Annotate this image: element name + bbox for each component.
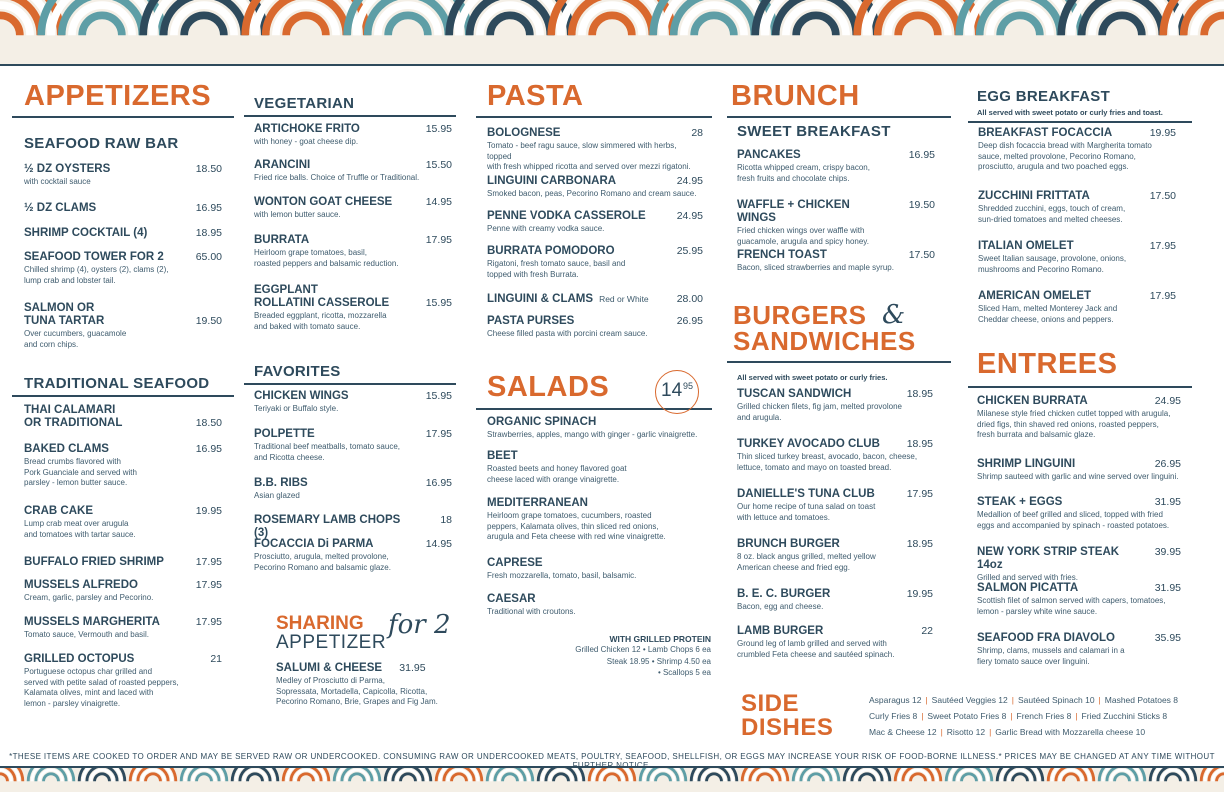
favorites-title: FAVORITES	[254, 363, 341, 380]
burgers-note: All served with sweet potato or curly fries.	[737, 373, 888, 382]
salad-price-badge	[655, 370, 699, 414]
side-dish: Sautéed Veggies 12	[931, 695, 1008, 705]
menu-item-name: PASTA PURSES	[487, 315, 575, 327]
menu-item-price: 19.50	[908, 199, 935, 211]
menu-item	[254, 428, 452, 463]
sandwiches-label: SANDWICHES	[733, 326, 916, 356]
menu-item-price: 28.00	[676, 293, 703, 305]
menu-item	[24, 302, 222, 350]
menu-item	[254, 234, 452, 269]
side-dish: Curly Fries 8	[869, 711, 918, 721]
menu-item	[487, 416, 707, 441]
menu-item-description: Medallion of beef grilled and sliced, topped with fried eggs and accompanied by spinach - roasted potatoes.	[977, 510, 1170, 530]
menu-item	[978, 290, 1176, 325]
appetizers-title: APPETIZERS	[24, 80, 212, 112]
menu-item-price: 19.95	[906, 588, 933, 600]
menu-item-price: 26.95	[1154, 458, 1181, 470]
menu-item-description: Ricotta whipped cream, crispy bacon, fresh fruits and chocolate chips.	[737, 163, 870, 183]
menu-item	[487, 127, 703, 173]
salumi-name: SALUMI & CHEESE	[276, 662, 383, 674]
menu-item-description: Breaded eggplant, ricotta, mozzarella and baked with tomato sauce.	[254, 311, 387, 331]
menu-item-name: SHRIMP LINGUINI	[977, 458, 1076, 470]
menu-item-price: 15.95	[425, 123, 452, 135]
menu-item-name: LINGUINI & CLAMS Red or White	[487, 293, 649, 305]
salads-title: SALADS	[487, 371, 610, 403]
menu-item-name: BEET	[487, 450, 518, 462]
menu-item-subtitle: Red or White	[599, 294, 649, 304]
menu-item-name: ROSEMARY LAMB CHOPS (3)	[254, 514, 401, 539]
menu-item	[24, 653, 222, 709]
menu-item-description: Deep dish focaccia bread with Margherita tomato sauce, melted provolone, Pecorino Romano, prosciutto, arugula and two poached eggs.	[978, 141, 1152, 171]
menu-item-description: Heirloom grape tomatoes, cucumbers, roasted peppers, Kalamata olives, thin sliced red onions, arugula and Feta cheese with red wine vinaigrette.	[487, 511, 666, 541]
menu-item-name: MEDITERRANEAN	[487, 497, 588, 509]
menu-item	[977, 458, 1181, 483]
menu-item	[487, 593, 707, 618]
menu-item	[254, 390, 452, 415]
menu-item-description: Heirloom grape tomatoes, basil, roasted peppers and balsamic reduction.	[254, 248, 399, 268]
menu-item-name: BAKED CLAMS	[24, 443, 109, 455]
menu-item-name: BURRATA	[254, 234, 310, 246]
menu-item	[487, 557, 707, 582]
menu-item-description: Shredded zucchini, eggs, touch of cream, sun-dried tomatoes and melted cheeses.	[978, 204, 1126, 224]
menu-item-name: THAI CALAMARI OR TRADITIONAL	[24, 404, 123, 429]
side-dish: Garlic Bread with Mozzarella cheese 10	[995, 727, 1146, 737]
grilled-protein-box	[520, 634, 711, 679]
menu-item-description: 8 oz. black angus grilled, melted yellow American cheese and fried egg.	[737, 552, 876, 572]
salumi-desc: Medley of Prosciutto di Parma, Sopressata, Mortadella, Capicolla, Ricotta, Pecorino Romano, Brie, Grapes and Fig Jam.	[276, 676, 438, 706]
menu-item-name: TUSCAN SANDWICH	[737, 388, 852, 400]
menu-item	[254, 159, 452, 184]
menu-item-price: 19.95	[195, 505, 222, 517]
menu-item-name: EGGPLANT ROLLATINI CASSEROLE	[254, 284, 390, 309]
menu-item-name: B.B. RIBS	[254, 477, 308, 489]
menu-item-description: Thin sliced turkey breast, avocado, bacon, cheese, lettuce, tomato and mayo on toasted bread.	[737, 452, 918, 472]
disclaimer-text: *THESE ITEMS ARE COOKED TO ORDER AND MAY BE SERVED RAW OR UNDERCOOKED. CONSUMING RAW OR UNDERCOOKED MEATS, POULTRY, SEAFOOD, SHELLFISH, OR EGGS MAY INCREASE YOUR RISK OF FOOD-BORNE ILLNESS.* PRICES MAY BE CHANGED AT ANY TIME WITHOUT FURTHER NOTICE.	[9, 752, 1215, 770]
for-two-script: for 2	[388, 610, 451, 640]
menu-item	[24, 616, 222, 641]
menu-item-name: STEAK + EGGS	[977, 496, 1063, 508]
brunch-underline	[727, 116, 951, 118]
menu-item-name: FOCACCIA Di PARMA	[254, 538, 374, 550]
menu-item-description: Bread crumbs flavored with Pork Guanciale and served with parsley - lemon butter sauce.	[24, 457, 137, 487]
side-label: SIDE	[741, 690, 800, 717]
menu-item-name: AMERICAN OMELET	[978, 290, 1092, 302]
menu-item	[737, 199, 935, 247]
menu-item-description: Roasted beets and honey flavored goat cheese laced with orange vinaigrette.	[487, 464, 627, 484]
side-dish: Mashed Potatoes 8	[1104, 695, 1179, 705]
menu-item-description: Portuguese octopus char grilled and served with petite salad of roasted peppers, Kalamata olives, mint and laced with lemon - parsley vinaigrette.	[24, 667, 179, 708]
menu-item	[487, 315, 703, 340]
menu-item-description: Bacon, egg and cheese.	[737, 602, 824, 611]
sides-row-1	[869, 692, 1189, 708]
menu-item-name: ARANCINI	[254, 159, 311, 171]
menu-item	[254, 514, 452, 540]
menu-item-name: PENNE VODKA CASSEROLE	[487, 210, 646, 222]
menu-item-price: 35.95	[1154, 632, 1181, 644]
menu-item-price: 17.95	[1149, 290, 1176, 302]
menu-item	[737, 625, 933, 660]
menu-item-description: Strawberries, apples, mango with ginger - garlic vinaigrette.	[487, 430, 698, 439]
menu-item-name: CHICKEN BURRATA	[977, 395, 1088, 407]
wave-pattern-bottom	[0, 768, 1224, 792]
egg-breakfast-title: EGG BREAKFAST	[977, 88, 1111, 105]
menu-item-price: 24.95	[676, 210, 703, 222]
top-divider	[0, 64, 1224, 66]
menu-item-name: POLPETTE	[254, 428, 315, 440]
menu-item-description: Tomato sauce, Vermouth and basil.	[24, 630, 149, 639]
sharing-appetizer-heading	[276, 614, 386, 652]
menu-item-description: Chilled shrimp (4), oysters (2), clams (2), lump crab and lobster tail.	[24, 265, 169, 285]
menu-item-description: Shrimp, clams, mussels and calamari in a fiery tomato sauce over linguini.	[977, 646, 1125, 666]
vegetarian-title: VEGETARIAN	[254, 95, 355, 112]
menu-item-name: LAMB BURGER	[737, 625, 824, 637]
menu-item-name: SALMON OR TUNA TARTAR	[24, 302, 105, 327]
menu-item-price: 17.95	[906, 488, 933, 500]
menu-item-price: 16.95	[195, 443, 222, 455]
menu-item	[24, 556, 222, 569]
menu-item-description: Tomato - beef ragu sauce, slow simmered with herbs, topped with fresh whipped ricotta and served over mezzi rigatoni.	[487, 141, 691, 171]
menu-item-price: 17.95	[195, 616, 222, 628]
menu-item	[24, 227, 222, 240]
menu-item-price: 65.00	[195, 251, 222, 263]
menu-item-name: ½ DZ OYSTERS	[24, 163, 111, 175]
separator: |	[921, 711, 924, 721]
menu-item-name: SHRIMP COCKTAIL (4)	[24, 227, 148, 239]
egg-breakfast-underline	[968, 121, 1192, 123]
menu-item-name: BRUNCH BURGER	[737, 538, 840, 550]
brunch-title: BRUNCH	[731, 80, 860, 112]
menu-item	[24, 505, 222, 540]
menu-item-name: BURRATA POMODORO	[487, 245, 615, 257]
menu-item-name: LINGUINI CARBONARA	[487, 175, 617, 187]
burgers-label: BURGERS	[733, 300, 867, 330]
pasta-title: PASTA	[487, 80, 584, 112]
menu-item-description: Traditional beef meatballs, tomato sauce, and Ricotta cheese.	[254, 442, 401, 462]
menu-item	[737, 538, 933, 573]
salumi-price: 31.95	[399, 662, 426, 674]
menu-item-description: Cream, garlic, parsley and Pecorino.	[24, 593, 154, 602]
side-dish: Sweet Potato Fries 8	[927, 711, 1007, 721]
menu-item	[737, 388, 933, 423]
menu-item-name: GRILLED OCTOPUS	[24, 653, 135, 665]
menu-item-name: MUSSELS MARGHERITA	[24, 616, 160, 628]
traditional-seafood-title: TRADITIONAL SEAFOOD	[24, 375, 210, 392]
raw-bar-title: SEAFOOD RAW BAR	[24, 135, 179, 152]
sweet-breakfast-title: SWEET BREAKFAST	[737, 123, 891, 140]
menu-item	[737, 149, 935, 184]
appetizers-underline	[12, 116, 234, 118]
menu-item-description: Traditional with croutons.	[487, 607, 576, 616]
side-dishes-heading	[741, 692, 833, 740]
menu-item	[977, 496, 1181, 531]
menu-item-description: Shrimp sauteed with garlic and wine served over linguini.	[977, 472, 1179, 481]
egg-breakfast-note: All served with sweet potato or curly fries and toast.	[977, 108, 1163, 117]
side-dish: Sautéed Spinach 10	[1017, 695, 1095, 705]
menu-item-description: Rigatoni, fresh tomato sauce, basil and topped with fresh Burrata.	[487, 259, 626, 279]
menu-item	[24, 404, 222, 430]
burgers-underline	[727, 361, 951, 363]
menu-item-description: Prosciutto, arugula, melted provolone, Pecorino Romano and balsamic glaze.	[254, 552, 391, 572]
menu-item	[254, 196, 452, 221]
protein-line-1: Grilled Chicken 12 • Lamb Chops 6 ea	[575, 645, 711, 654]
menu-item-description: Bacon, sliced strawberries and maple syrup.	[737, 263, 894, 272]
menu-item-price: 18	[440, 514, 452, 526]
menu-item-price: 18.95	[906, 538, 933, 550]
protein-line-3: • Scallops 5 ea	[657, 668, 711, 677]
separator: |	[940, 727, 943, 737]
menu-item	[254, 123, 452, 148]
menu-item-price: 21	[210, 653, 222, 665]
menu-item-price: 17.95	[1149, 240, 1176, 252]
menu-item-price: 26.95	[676, 315, 703, 327]
side-dish: French Fries 8	[1016, 711, 1072, 721]
menu-item-name: TURKEY AVOCADO CLUB	[737, 438, 880, 450]
menu-item	[24, 443, 222, 489]
menu-item-name: ORGANIC SPINACH	[487, 416, 597, 428]
menu-item-description: Teriyaki or Buffalo style.	[254, 404, 339, 413]
menu-item-price: 39.95	[1154, 546, 1181, 558]
menu-item-price: 17.95	[425, 234, 452, 246]
menu-item-name: B. E. C. BURGER	[737, 588, 831, 600]
menu-item-description: with lemon butter sauce.	[254, 210, 341, 219]
wave-pattern-top	[0, 0, 1224, 64]
menu-item-name: MUSSELS ALFREDO	[24, 579, 138, 591]
ampersand-script: &	[882, 300, 906, 330]
menu-item-description: with cocktail sauce	[24, 177, 91, 186]
menu-item-price: 18.95	[906, 388, 933, 400]
menu-item	[487, 210, 703, 235]
menu-item-description: Fried chicken wings over waffle with guacamole, arugula and spicy honey.	[737, 226, 869, 246]
menu-item-name: WONTON GOAT CHEESE	[254, 196, 393, 208]
menu-item-description: Scottish filet of salmon served with capers, tomatoes, lemon - parsley white wine sauce.	[977, 596, 1166, 616]
menu-item-price: 16.95	[195, 202, 222, 214]
menu-item-price: 15.95	[425, 390, 452, 402]
menu-item-description: Penne with creamy vodka sauce.	[487, 224, 605, 233]
vegetarian-underline	[244, 115, 456, 117]
menu-item-name: CHICKEN WINGS	[254, 390, 349, 402]
menu-item	[254, 477, 452, 502]
appetizer-label: APPETIZER	[276, 632, 387, 653]
separator: |	[989, 727, 992, 737]
menu-item-price: 18.95	[195, 227, 222, 239]
menu-item-price: 14.95	[425, 196, 452, 208]
menu-item-price: 17.50	[1149, 190, 1176, 202]
top-wave-banner	[0, 0, 1224, 64]
side-dish: Asparagus 12	[869, 695, 922, 705]
menu-item	[24, 579, 222, 604]
side-dish: Fried Zucchini Sticks 8	[1081, 711, 1168, 721]
menu-item	[487, 245, 703, 280]
menu-item-price: 16.95	[425, 477, 452, 489]
menu-item-price: 19.50	[195, 315, 222, 327]
menu-item-price: 31.95	[1154, 582, 1181, 594]
menu-item-description: Grilled and served with fries.	[977, 573, 1078, 582]
menu-item-description: Grilled chicken filets, fig jam, melted provolone and arugula.	[737, 402, 902, 422]
bottom-wave-banner	[0, 768, 1224, 792]
menu-item-name: SEAFOOD TOWER FOR 2	[24, 251, 164, 263]
separator: |	[1011, 695, 1014, 705]
menu-item	[737, 488, 933, 523]
menu-item	[254, 284, 452, 332]
menu-item-description: Fried rice balls. Choice of Truffle or Traditional.	[254, 173, 420, 182]
menu-item-name: CAPRESE	[487, 557, 543, 569]
menu-item	[977, 632, 1181, 667]
menu-item-price: 18.50	[195, 163, 222, 175]
menu-item-price: 14.95	[425, 538, 452, 550]
menu-item-price: 24.95	[1154, 395, 1181, 407]
menu-item-name: SALMON PICATTA	[977, 582, 1079, 594]
menu-item-name: BOLOGNESE	[487, 127, 561, 139]
favorites-underline	[244, 383, 456, 385]
menu-item	[24, 251, 222, 286]
menu-item-price: 18.95	[906, 438, 933, 450]
menu-item-description: Cheese filled pasta with porcini cream sauce.	[487, 329, 648, 338]
menu-item	[737, 588, 933, 613]
side-dishes-list	[869, 692, 1189, 740]
menu-item	[24, 163, 222, 188]
menu-item-description: Over cucumbers, guacamole and corn chips.	[24, 329, 127, 349]
menu-item-price: 17.95	[425, 428, 452, 440]
menu-item-name: ½ DZ CLAMS	[24, 202, 97, 214]
menu-item	[487, 497, 707, 543]
menu-item	[978, 190, 1176, 225]
menu-item-price: 31.95	[1154, 496, 1181, 508]
separator: |	[1098, 695, 1101, 705]
protein-line-2: Steak 18.95 • Shrimp 4.50 ea	[606, 656, 711, 666]
menu-item-price: 19.95	[1149, 127, 1176, 139]
menu-item-description: Our home recipe of tuna salad on toast with lettuce and tomatoes.	[737, 502, 876, 522]
menu-item-name: DANIELLE'S TUNA CLUB	[737, 488, 875, 500]
menu-item	[737, 249, 935, 274]
sides-row-2	[869, 708, 1189, 724]
menu-item	[487, 293, 703, 306]
grilled-protein-title: WITH GRILLED PROTEIN	[609, 634, 711, 644]
menu-item-name: ITALIAN OMELET	[978, 240, 1074, 252]
menu-item-description: with honey - goat cheese dip.	[254, 137, 359, 146]
menu-item-name: BREAKFAST FOCACCIA	[978, 127, 1113, 139]
separator: |	[1010, 711, 1013, 721]
menu-item-name: ARTICHOKE FRITO	[254, 123, 360, 135]
menu-item-description: Asian glazed	[254, 491, 300, 500]
menu-item-name: WAFFLE + CHICKEN WINGS	[737, 199, 850, 224]
menu-item-name: NEW YORK STRIP STEAK 14oz	[977, 546, 1120, 571]
menu-item-name: SEAFOOD FRA DIAVOLO	[977, 632, 1115, 644]
menu-item-price: 17.95	[195, 579, 222, 591]
menu-item-description: Fresh mozzarella, tomato, basil, balsamic.	[487, 571, 637, 580]
menu-item	[487, 175, 703, 200]
menu-item	[737, 438, 933, 473]
menu-item	[254, 538, 452, 573]
side-dish: Mac & Cheese 12	[869, 727, 937, 737]
menu-item	[978, 127, 1176, 173]
badge-price-big: 14	[661, 380, 683, 401]
menu-item-description: Ground leg of lamb grilled and served with crumbled Feta cheese and sautéed spinach.	[737, 639, 895, 659]
menu-item-name: ZUCCHINI FRITTATA	[978, 190, 1090, 202]
menu-item	[977, 582, 1181, 617]
menu-item-name: FRENCH TOAST	[737, 249, 827, 261]
menu-item-price: 24.95	[676, 175, 703, 187]
menu-item-description: Milanese style fried chicken cutlet topped with arugula, dried figs, thin shaved red onions, roasted peppers, fresh burrata and balsamic glaze.	[977, 409, 1171, 439]
menu-item	[487, 450, 707, 485]
menu-item-price: 16.95	[908, 149, 935, 161]
menu-item-name: CRAB CAKE	[24, 505, 93, 517]
menu-item-description: Sliced Ham, melted Monterey Jack and Cheddar cheese, onions and peppers.	[978, 304, 1118, 324]
traditional-underline	[12, 395, 234, 397]
menu-item-price: 15.50	[425, 159, 452, 171]
menu-item	[24, 202, 222, 215]
menu-item-name: CAESAR	[487, 593, 536, 605]
entrees-underline	[968, 386, 1192, 388]
menu-item-price: 17.50	[908, 249, 935, 261]
badge-price-small: 95	[683, 381, 694, 391]
pasta-underline	[476, 116, 712, 118]
menu-item	[978, 240, 1176, 275]
menu-item-description: Smoked bacon, peas, Pecorino Romano and cream sauce.	[487, 189, 697, 198]
separator: |	[1075, 711, 1078, 721]
side-dish: Risotto 12	[946, 727, 986, 737]
menu-item-name: PANCAKES	[737, 149, 801, 161]
salumi-cheese-item	[276, 662, 456, 708]
menu-item-name: BUFFALO FRIED SHRIMP	[24, 556, 164, 568]
menu-item-description: Sweet Italian sausage, provolone, onions, mushrooms and Pecorino Romano.	[978, 254, 1127, 274]
menu-item	[977, 395, 1181, 441]
menu-item-price: 25.95	[676, 245, 703, 257]
menu-item-price: 18.50	[195, 417, 222, 429]
sharing-label: SHARING	[276, 613, 364, 634]
dishes-label: DISHES	[741, 714, 834, 741]
menu-item-price: 22	[921, 625, 933, 637]
menu-item-price: 28	[691, 127, 703, 139]
entrees-title: ENTREES	[977, 348, 1118, 380]
sides-row-3	[869, 724, 1189, 740]
menu-item-description: Lump crab meat over arugula and tomatoes with tartar sauce.	[24, 519, 136, 539]
menu-item	[977, 546, 1181, 584]
menu-item-price: 17.95	[195, 556, 222, 568]
menu-item-price: 15.95	[425, 297, 452, 309]
separator: |	[925, 695, 928, 705]
